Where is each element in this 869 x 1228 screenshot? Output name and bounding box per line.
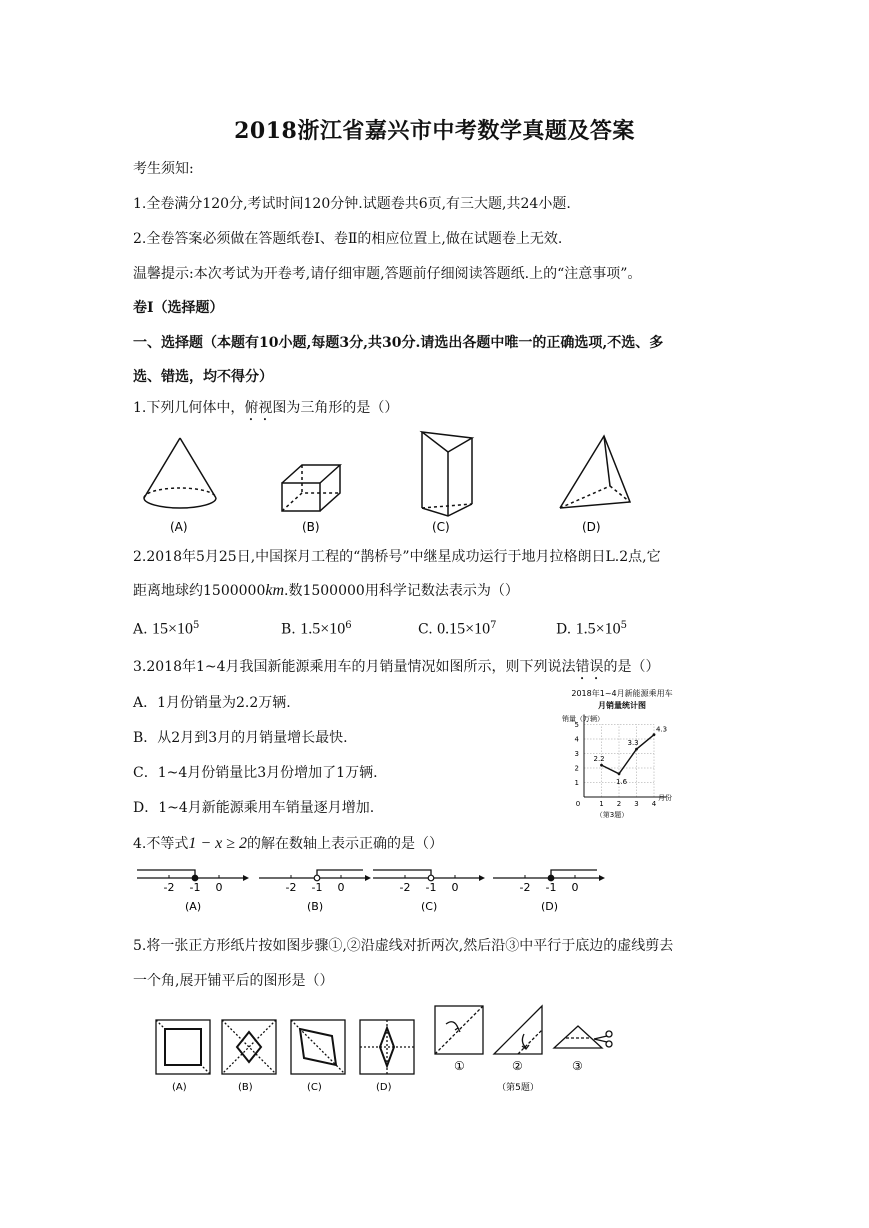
- chart-title: 2018年1~4月新能源乘用车: [571, 689, 673, 698]
- number-line-b: [259, 870, 371, 913]
- chart-ylabel: 销量（万辆）: [562, 715, 604, 723]
- q2-option-a: A. $15\times 10^5$: [133, 620, 200, 638]
- notice-heading: 考生须知:: [133, 161, 194, 177]
- filled-dot: [192, 875, 198, 881]
- number-line-a: [137, 870, 249, 913]
- step-3-figure: [554, 1026, 612, 1048]
- cuboid-figure: [282, 465, 340, 511]
- chart-ticks: [575, 721, 657, 808]
- x-tick-label: 2: [616, 800, 622, 808]
- y-tick-label: 3: [574, 750, 579, 758]
- tick-label: -2: [163, 881, 175, 894]
- q5-label-b: (B): [238, 1082, 253, 1093]
- y-tick-label: 2: [574, 764, 579, 773]
- option-c-figure: [291, 1020, 345, 1074]
- tick-label: -2: [399, 881, 411, 894]
- x-tick-label: 4: [651, 800, 657, 808]
- option-label: (D): [541, 900, 559, 913]
- data-point: [600, 764, 603, 767]
- section-heading-cont: 选、错选，均不得分）: [133, 369, 273, 385]
- notice-item: 1.全卷满分120分,考试时间120分钟.试题卷共6页,有三大题,共24小题.: [133, 196, 571, 212]
- pyramid-figure: [560, 436, 630, 508]
- option-label: (B): [307, 900, 324, 913]
- chart-series: [594, 726, 668, 786]
- tick-label: -1: [545, 881, 557, 894]
- q3-stem: 3.2018年1~4月我国新能源乘用车的月销量情况如图所示，则下列说法错误的是（）: [133, 659, 660, 675]
- scissors-icon: [594, 1031, 612, 1047]
- arrow-icon: [479, 875, 485, 881]
- chart-xlabel: 月份: [658, 794, 672, 802]
- q1-emphasis: 俯视: [244, 400, 273, 416]
- data-point: [635, 748, 638, 751]
- open-dot: [314, 875, 320, 881]
- step-2-figure: [494, 1006, 542, 1054]
- open-dot: [428, 875, 434, 881]
- solution-ray: [373, 870, 431, 878]
- q3-option-b: B．从2月到3月的月销量增长最快.: [133, 730, 348, 746]
- y-tick-label: 5: [574, 721, 579, 729]
- q5-stem: 5.将一张正方形纸片按如图步骤①,②沿虚线对折两次,然后沿③中平行于底边的虚线剪去: [133, 938, 674, 954]
- q1-solids-figure: [130, 428, 650, 538]
- arrow-icon: [599, 875, 605, 881]
- y-tick-label: 1: [574, 779, 579, 787]
- q1-label-d: (D): [582, 520, 601, 534]
- q4-number-lines: [133, 858, 613, 918]
- tick-label: -2: [519, 881, 531, 894]
- data-point: [653, 733, 656, 736]
- option-b-figure: [222, 1020, 276, 1074]
- step-3-label: ③: [572, 1059, 583, 1073]
- tick-label: 0: [215, 881, 223, 894]
- q2-option-d: D. $1.5\times 10^5$: [556, 620, 628, 638]
- q1-label-b: (B): [302, 520, 320, 534]
- cone-figure: [144, 438, 216, 508]
- tick-label: 0: [571, 881, 579, 894]
- q5-label-d: (D): [376, 1082, 392, 1093]
- notice-item: 2.全卷答案必须做在答题纸卷Ⅰ、卷Ⅱ的相应位置上,做在试题卷上无效.: [133, 231, 563, 247]
- part-heading: 卷Ⅰ（选择题）: [133, 300, 224, 316]
- option-d-figure: [360, 1020, 414, 1074]
- q3-option-d: D．1~4月新能源乘用车销量逐月增加.: [133, 800, 375, 816]
- data-label: 1.6: [616, 777, 628, 786]
- chart-caption: （第3题）: [595, 811, 629, 819]
- tick-label: -1: [189, 881, 201, 894]
- tick-label: 0: [451, 881, 459, 894]
- option-label: (A): [185, 900, 202, 913]
- triangular-prism-figure: [422, 432, 472, 516]
- tick-label: -2: [285, 881, 297, 894]
- number-line-d: [493, 870, 605, 913]
- q3-option-c: C．1~4月份销量比3月份增加了1万辆.: [133, 765, 378, 781]
- data-point: [618, 772, 621, 775]
- data-label: 2.2: [593, 755, 605, 764]
- q5-label-a: (A): [172, 1082, 187, 1093]
- q1-stem: 1.下列几何体中，俯视图为三角形的是（）: [133, 400, 399, 416]
- q3-emphasis: 错误: [575, 659, 604, 675]
- inequality: 1 − x ≥ 2: [188, 835, 248, 852]
- step-1-label: ①: [454, 1059, 465, 1073]
- solution-ray: [317, 870, 363, 878]
- q2-option-b: B. $1.5\times 10^6$: [281, 620, 352, 638]
- arrow-icon: [243, 875, 249, 881]
- x-tick-label: 0: [575, 800, 581, 808]
- data-label: 3.3: [627, 739, 639, 748]
- x-tick-label: 1: [599, 800, 604, 808]
- q3-option-a: A．1月份销量为2.2万辆.: [133, 695, 291, 711]
- q1-label-c: (C): [432, 520, 450, 534]
- q2-stem: 2.2018年5月25日,中国探月工程的“鹊桥号”中继星成功运行于地月拉格朗日L.2点,它: [133, 549, 661, 565]
- option-label: (C): [421, 900, 438, 913]
- q2-stem-cont: 距离地球约1500000km.数1500000用科学记数法表示为（）: [133, 582, 519, 599]
- tick-label: -1: [425, 881, 437, 894]
- q5-paper-figures: [148, 1002, 618, 1097]
- q1-label-a: (A): [170, 520, 188, 534]
- q5-label-c: (C): [307, 1082, 322, 1093]
- x-tick-label: 3: [634, 800, 639, 808]
- data-label: 4.3: [656, 725, 668, 734]
- step-2-label: ②: [512, 1059, 523, 1073]
- step-1-figure: [435, 1006, 483, 1054]
- km-unit: km: [265, 582, 285, 599]
- solution-ray: [551, 870, 597, 878]
- y-tick-label: 4: [574, 735, 579, 744]
- filled-dot: [548, 875, 554, 881]
- q2-option-c: C. $0.15\times 10^7$: [418, 620, 497, 638]
- notice-tip: 温馨提示:本次考试为开卷考,请仔细审题,答题前仔细阅读答题纸.上的“注意事项”。: [133, 266, 642, 282]
- section-heading: 一、选择题（本题有10小题,每题3分,共30分.请选出各题中唯一的正确选项,不选、多: [133, 335, 664, 351]
- q4-stem: 4.不等式1 − x ≥ 2的解在数轴上表示正确的是（）: [133, 835, 444, 852]
- sales-line-chart: [540, 686, 690, 822]
- page-title: 2018浙江省嘉兴市中考数学真题及答案: [234, 118, 635, 144]
- solution-ray: [137, 870, 195, 878]
- arrow-icon: [365, 875, 371, 881]
- q5-stem-cont: 一个角,展开铺平后的图形是（）: [133, 973, 334, 989]
- q5-caption: （第5题）: [497, 1083, 539, 1093]
- option-a-figure: [156, 1020, 210, 1074]
- chart-subtitle: 月销量统计图: [598, 701, 646, 710]
- tick-label: -1: [311, 881, 323, 894]
- number-line-c: [373, 870, 485, 913]
- tick-label: 0: [337, 881, 345, 894]
